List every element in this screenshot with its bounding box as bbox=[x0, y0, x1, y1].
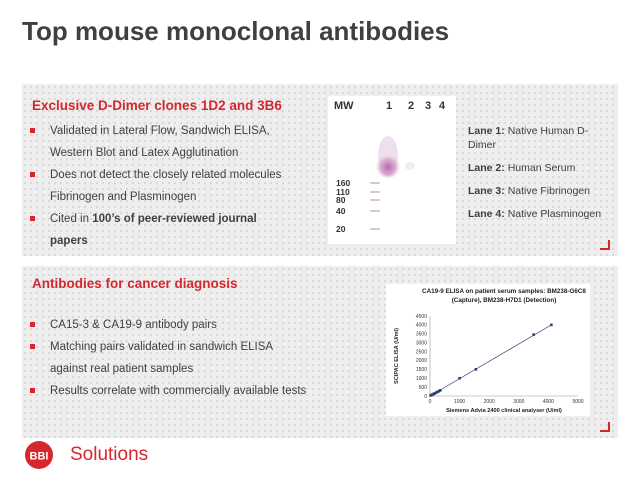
mw-marker-label: 110 bbox=[336, 187, 350, 197]
list-item: CA15-3 & CA19-9 antibody pairs bbox=[22, 314, 306, 336]
blot-mw-header: MW bbox=[334, 100, 354, 112]
bullet-icon bbox=[30, 388, 35, 393]
y-tick-label: 0 bbox=[424, 393, 427, 400]
page-title: Top mouse monoclonal antibodies bbox=[22, 16, 450, 46]
y-tick-label: 3500 bbox=[415, 331, 427, 338]
d-dimer-bullet-list bbox=[22, 120, 281, 252]
chart-title: (Capture), BM238-H7D1 (Detection) bbox=[451, 297, 557, 304]
y-tick-label: 2000 bbox=[415, 358, 427, 365]
bullet-icon bbox=[30, 344, 35, 349]
mw-marker-label: 160 bbox=[336, 178, 351, 188]
y-axis-label: SCIPAC ELISA (U/ml) bbox=[394, 328, 400, 384]
blot-lane-number: 3 bbox=[425, 100, 432, 112]
data-point bbox=[458, 377, 461, 380]
blot-bands bbox=[328, 96, 456, 244]
data-point bbox=[532, 333, 535, 336]
bullet-icon bbox=[30, 322, 35, 327]
western-blot-image bbox=[328, 96, 456, 244]
data-point bbox=[550, 324, 553, 327]
blot-lane-number: 2 bbox=[408, 100, 415, 112]
list-item-continued: papers bbox=[50, 235, 88, 247]
list-item-continued: Western Blot and Latex Agglutination bbox=[50, 147, 239, 159]
list-item: Cited in 100’s of peer-reviewed journal bbox=[22, 208, 281, 230]
brand-name: Solutions bbox=[70, 444, 149, 465]
logo-mark-text: BBI bbox=[29, 450, 49, 463]
list-item-continued: Fibrinogen and Plasminogen bbox=[50, 191, 197, 203]
cancer-bullet-list bbox=[22, 314, 306, 402]
mw-marker-label: 80 bbox=[336, 195, 346, 205]
data-point bbox=[439, 389, 442, 392]
x-tick-label: 0 bbox=[428, 399, 432, 405]
blot-lane-number: 1 bbox=[386, 100, 393, 112]
lane-legend bbox=[468, 124, 608, 230]
data-point bbox=[475, 368, 478, 371]
y-tick-label: 1000 bbox=[415, 376, 427, 383]
d-dimer-panel bbox=[22, 84, 618, 256]
lane-3-legend: Lane 3: Native Fibrinogen bbox=[468, 185, 590, 197]
list-item: Matching pairs validated in sandwich ELISA bbox=[22, 336, 306, 358]
lane-1-band bbox=[376, 154, 400, 178]
chart-title: CA19-9 ELISA on patient serum samples: BM238-G6C8 bbox=[422, 288, 586, 295]
lane-1-legend: Lane 1: Native Human D-Dimer bbox=[468, 125, 589, 151]
chart-svg bbox=[386, 284, 590, 416]
corner-accent bbox=[600, 240, 610, 250]
y-tick-label: 2500 bbox=[415, 349, 427, 356]
list-item: Validated in Lateral Flow, Sandwich ELISA, bbox=[22, 120, 281, 142]
y-tick-label: 4500 bbox=[415, 313, 427, 320]
d-dimer-heading: Exclusive D-Dimer clones 1D2 and 3B6 bbox=[32, 98, 282, 113]
mw-marker-label: 20 bbox=[336, 224, 346, 234]
bbi-logo-icon bbox=[24, 440, 68, 470]
bullet-icon bbox=[30, 216, 35, 221]
x-tick-label: 5000 bbox=[572, 399, 584, 405]
x-tick-label: 3000 bbox=[513, 399, 525, 405]
corner-accent bbox=[600, 422, 610, 432]
y-tick-label: 1500 bbox=[415, 367, 427, 374]
bbi-solutions-logo bbox=[24, 440, 149, 475]
cancer-diagnosis-panel bbox=[22, 266, 618, 438]
ca19-9-correlation-chart bbox=[386, 284, 590, 416]
lane-4-legend: Lane 4: Native Plasminogen bbox=[468, 208, 602, 220]
list-item-continued: against real patient samples bbox=[50, 363, 194, 375]
cancer-heading: Antibodies for cancer diagnosis bbox=[32, 276, 238, 291]
list-item: Does not detect the closely related molecules bbox=[22, 164, 281, 186]
y-tick-label: 3000 bbox=[415, 340, 427, 347]
y-tick-label: 4000 bbox=[415, 322, 427, 329]
mw-marker-label: 40 bbox=[336, 206, 346, 216]
lane-2-band bbox=[405, 162, 415, 170]
x-tick-label: 1000 bbox=[454, 399, 466, 405]
bullet-icon bbox=[30, 172, 35, 177]
lane-2-legend: Lane 2: Human Serum bbox=[468, 162, 576, 174]
bullet-icon bbox=[30, 128, 35, 133]
list-item: Results correlate with commercially available tests bbox=[22, 380, 306, 402]
y-tick-label: 500 bbox=[418, 384, 427, 391]
x-tick-label: 4000 bbox=[542, 399, 554, 405]
blot-lane-number: 4 bbox=[439, 100, 446, 112]
x-tick-label: 2000 bbox=[483, 399, 495, 405]
x-axis-label: Siemens Advia 2400 clinical analyser (U/ml) bbox=[446, 408, 562, 414]
